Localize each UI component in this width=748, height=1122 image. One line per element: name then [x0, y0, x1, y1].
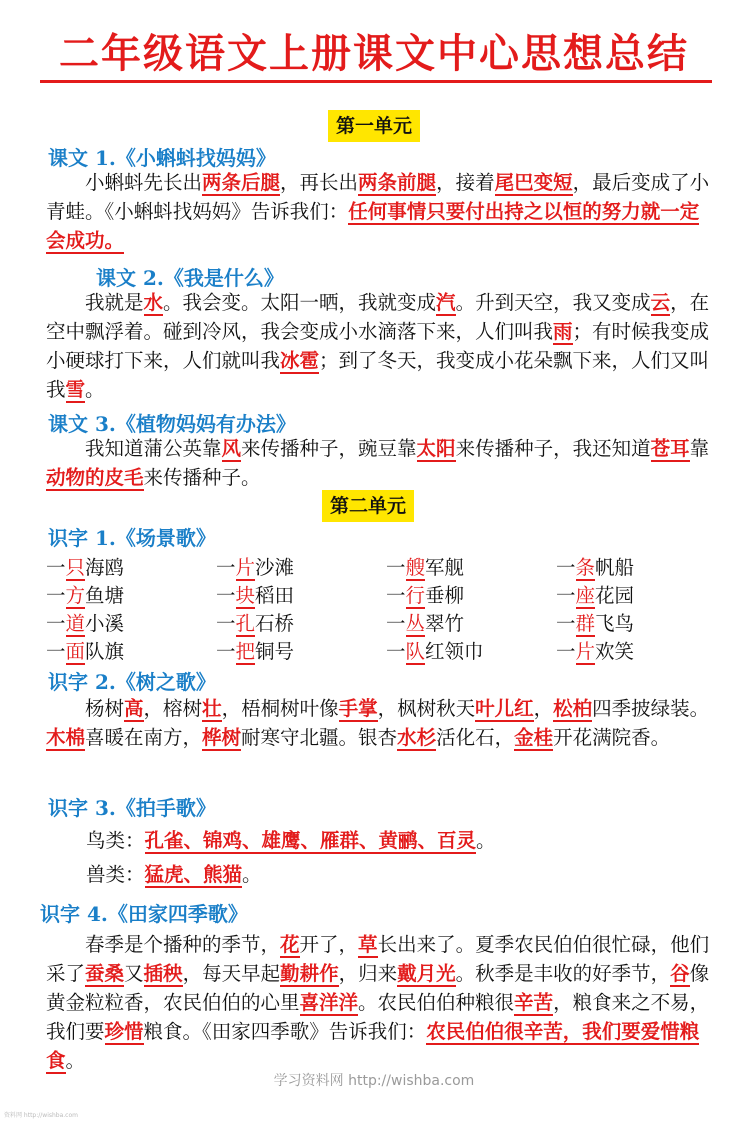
keyword: 两条前腿	[358, 171, 437, 194]
keyword: 水	[143, 291, 164, 314]
keyword: 高	[124, 697, 144, 720]
grid-row	[46, 608, 726, 636]
keyword: 雨	[553, 320, 573, 343]
keyword: 苍耳	[650, 437, 690, 460]
lesson-1-heading: 课文 1.《小蝌蚪找妈妈》	[48, 146, 276, 170]
literacy-2-text: 杨树高，榕树壮，梧桐树叶像手掌，枫树秋天叶儿红，松柏四季披绿装。木棉喜暖在南方，桦树耐寒守北疆。银杏水杉活化石，金桂开花满院香。	[46, 697, 710, 749]
keyword: 花	[280, 933, 300, 956]
watermark: 学习资料网 http://wishba.com	[273, 1073, 475, 1089]
literacy-3-heading: 识字 3.《拍手歌》	[48, 796, 216, 820]
beast-line: 兽类：猛虎、熊猫。	[86, 863, 262, 886]
page-title: 二年级语文上册课文中心思想总结	[59, 31, 689, 77]
keyword: 云	[650, 291, 671, 314]
grid-cell: 一条帆船	[556, 556, 635, 579]
lesson-3-text: 我知道蒲公英靠风来传播种子，豌豆靠太阳来传播种子，我还知道苍耳靠动物的皮毛来传播种子。	[46, 437, 710, 489]
keyword: 任何事情只要付出持之以恒的努力就一定会成功。	[46, 200, 700, 252]
grid-cell: 一片沙滩	[216, 556, 295, 579]
grid-row	[46, 580, 726, 608]
grid-cell: 一道小溪	[46, 612, 125, 635]
keyword: 手掌	[338, 697, 378, 720]
grid-row	[46, 552, 726, 580]
keyword: 尾巴变短	[494, 171, 573, 194]
grid-cell: 一只海鸥	[46, 556, 125, 579]
unit-2-label: 第二单元	[322, 490, 414, 522]
literacy-4-text: 春季是个播种的季节，花开了，草长出来了。夏季农民伯伯很忙碌，他们采了蚕桑又插秧，每天早起勤耕作，归来戴月光。秋季是丰收的好季节，谷像黄金粒粒香，农民伯伯的心里喜洋洋。农民伯伯种粮很辛苦，粮食来之不易，我们要珍惜粮食。《田家四季歌》告诉我们：农民伯伯很辛苦，我们要爱惜粮食。	[46, 933, 710, 1072]
grid-cell: 一丛翠竹	[386, 612, 465, 635]
keyword: 壮	[202, 697, 222, 720]
keyword: 叶儿红	[475, 697, 534, 720]
keyword: 辛苦	[514, 991, 554, 1014]
lesson-2-heading: 课文 2.《我是什么》	[96, 266, 284, 290]
keyword: 孔雀、锦鸡、雄鹰、雁群、黄鹂、百灵	[144, 829, 477, 852]
grid-cell: 一孔石桥	[216, 612, 295, 635]
title-underline	[40, 80, 712, 83]
keyword: 猛虎、熊猫	[144, 863, 243, 886]
corner-watermark: 资料网 http://wishba.com	[4, 1112, 78, 1119]
keyword: 动物的皮毛	[46, 466, 144, 489]
grid-cell: 一片欢笑	[556, 640, 635, 663]
keyword: 蚕桑	[85, 962, 125, 985]
lesson-2-text: 我就是水。我会变。太阳一晒，我就变成汽。升到天空，我又变成云，在空中飘浮着。碰到冷风，我会变成小水滴落下来，人们叫我雨；有时候我变成小硬球打下来，人们就叫我冰雹；到了冬天，我变成小花朵飘下来，人们又叫我雪。	[46, 291, 710, 401]
measure-word-grid	[46, 552, 726, 664]
grid-cell: 一方鱼塘	[46, 584, 125, 607]
grid-row	[46, 636, 726, 664]
grid-cell: 一块稻田	[216, 584, 295, 607]
keyword: 桦树	[202, 726, 242, 749]
keyword: 戴月光	[397, 962, 456, 985]
grid-cell: 一座花园	[556, 584, 635, 607]
grid-cell: 一队红领巾	[386, 640, 484, 663]
keyword: 风	[221, 437, 242, 460]
keyword: 冰雹	[280, 349, 320, 372]
keyword: 金桂	[514, 726, 554, 749]
keyword: 水杉	[397, 726, 437, 749]
grid-cell: 一行垂柳	[386, 584, 465, 607]
lesson-3-heading: 课文 3.《植物妈妈有办法》	[48, 412, 296, 436]
lesson-1-text: 小蝌蚪先长出两条后腿，再长出两条前腿，接着尾巴变短，最后变成了小青蛙。《小蝌蚪找妈妈》告诉我们：任何事情只要付出持之以恒的努力就一定会成功。	[46, 171, 710, 252]
keyword: 雪	[65, 378, 86, 401]
keyword: 草	[358, 933, 378, 956]
unit-1-label: 第一单元	[328, 110, 420, 142]
keyword: 太阳	[416, 437, 456, 460]
bird-line: 鸟类：孔雀、锦鸡、雄鹰、雁群、黄鹂、百灵。	[86, 829, 496, 852]
keyword: 勤耕作	[280, 962, 339, 985]
literacy-1-heading: 识字 1.《场景歌》	[48, 526, 216, 550]
literacy-2-heading: 识字 2.《树之歌》	[48, 670, 216, 694]
grid-cell: 一艘军舰	[386, 556, 465, 579]
keyword: 喜洋洋	[299, 991, 359, 1014]
keyword: 木棉	[46, 726, 86, 749]
literacy-4-heading: 识字 4.《田家四季歌》	[40, 902, 248, 926]
keyword: 插秧	[143, 962, 183, 985]
grid-cell: 一面队旗	[46, 640, 125, 663]
keyword: 谷	[670, 962, 690, 985]
grid-cell: 一群飞鸟	[556, 612, 635, 635]
keyword: 汽	[436, 291, 456, 314]
keyword: 松柏	[553, 697, 593, 720]
keyword: 两条后腿	[202, 171, 281, 194]
keyword: 农民伯伯很辛苦，我们要爱惜粮食	[46, 1020, 700, 1072]
grid-cell: 一把铜号	[216, 640, 295, 663]
keyword: 珍惜	[104, 1020, 144, 1043]
